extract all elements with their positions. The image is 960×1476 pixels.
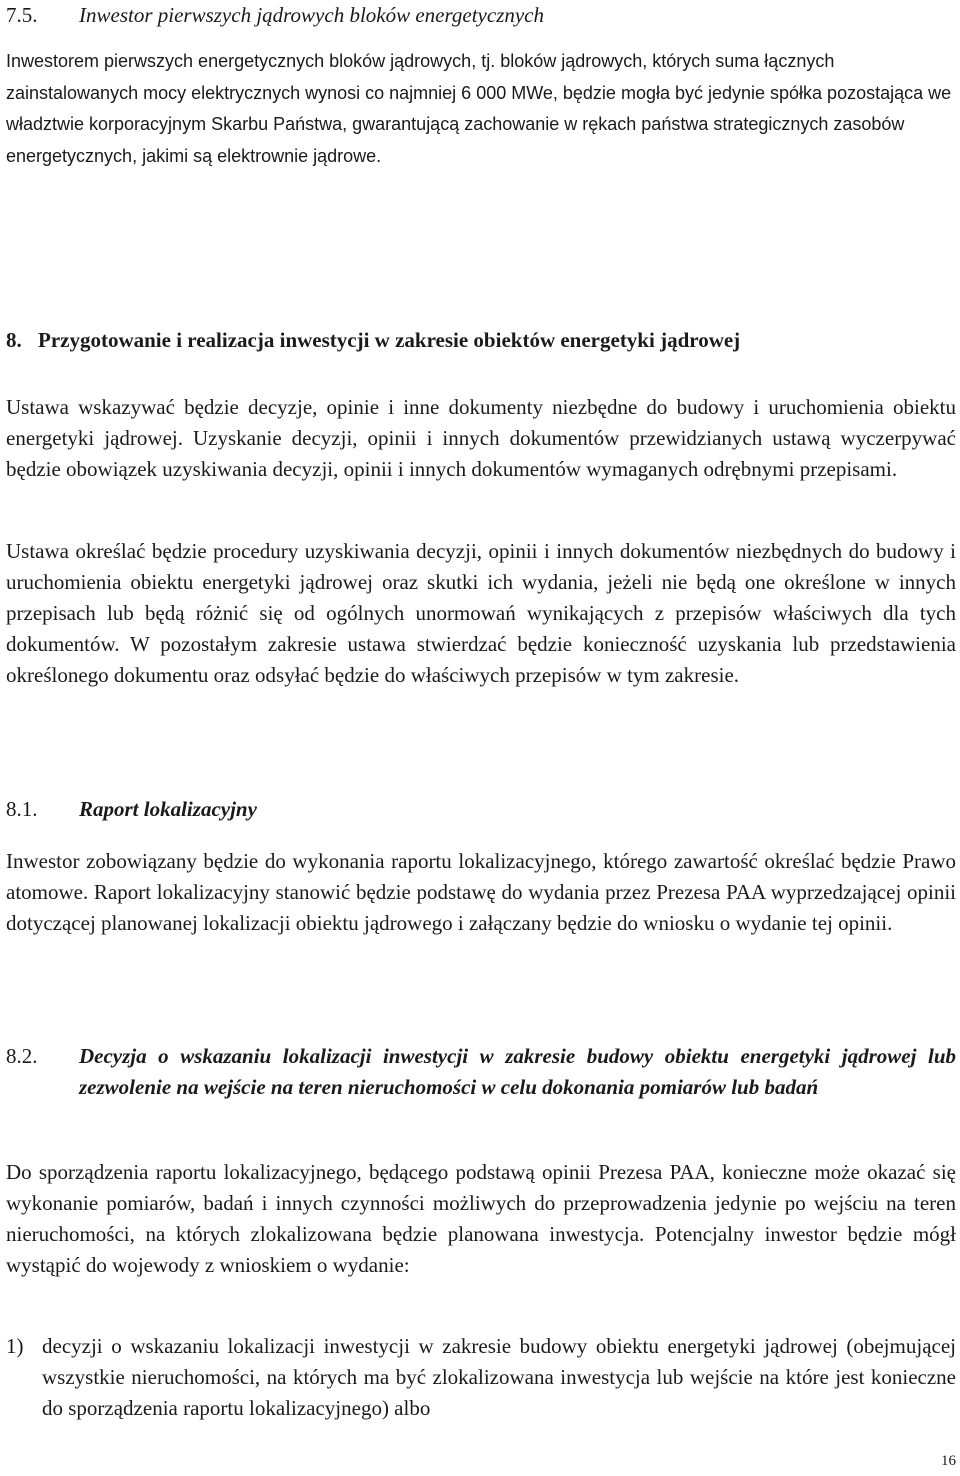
section-8-paragraph-1: Ustawa wskazywać będzie decyzje, opinie i inne dokumenty niezbędne do budowy i uruchomienia obiektu energetyki jądrowej. Uzyskanie decyzji, opinii i innych dokumentów przewidzianych ustawą wyczerpywać będzie obowiązek uzyskiwania decyzji, opinii i innych dokumentów wymaganych odrębnymi przepisami.	[6, 395, 956, 481]
section-title: Przygotowanie i realizacja inwestycji w zakresie obiektów energetyki jądrowej	[38, 328, 741, 352]
section-title: Raport lokalizacyjny	[79, 797, 257, 821]
section-7-5-paragraph: Inwestorem pierwszych energetycznych bloków jądrowych, tj. bloków jądrowych, których suma łącznych zainstalowanych mocy elektrycznych wynosi co najmniej 6 000 MWe, będzie mogła być jedynie spółka pozostająca we władztwie korporacyjnym Skarbu Państwa, gwarantującą zachowanie w rękach państwa strategicznych zasobów energetycznych, jakimi są elektrownie jądrowe.	[6, 51, 952, 166]
section-8-heading	[6, 325, 956, 356]
section-title: Decyzja o wskazaniu lokalizacji inwestycji w zakresie budowy obiektu energetyki jądrowej lub zezwolenie na wejście na teren nieruchomości w celu dokonania pomiarów lub badań	[79, 1044, 956, 1099]
list-marker: 1)	[6, 1334, 24, 1358]
list-item	[6, 1331, 956, 1455]
section-number: 7.5.	[6, 3, 38, 27]
list-item-text: decyzji o wskazaniu lokalizacji inwestycji w zakresie budowy obiektu energetyki jądrowej (obejmującej wszystkie nieruchomości, na których ma być zlokalizowana inwestycja lub wejście na które jest konieczne do sporządzenia raportu lokalizacyjnego) albo	[42, 1334, 956, 1420]
section-8-2-paragraph: Do sporządzenia raportu lokalizacyjnego, będącego podstawą opinii Prezesa PAA, konieczne może okazać się wykonanie pomiarów, badań i innych czynności możliwych do przeprowadzenia jedynie po wejściu na teren nieruchomości, na których zlokalizowana będzie planowana inwestycja. Potencjalny inwestor będzie mógł wystąpić do wojewody z wnioskiem o wydanie:	[6, 1160, 956, 1277]
section-8-1-heading	[6, 794, 956, 825]
section-7-5-heading	[6, 0, 956, 31]
section-8-2-heading	[6, 1041, 956, 1134]
section-8-paragraph-2: Ustawa określać będzie procedury uzyskiwania decyzji, opinii i innych dokumentów niezbędnych do budowy i uruchomienia obiektu energetyki jądrowej oraz skutki ich wydania, jeżeli nie będą one określone w innych przepisach lub będą różnić się od ogólnych unormowań wynikających z przepisów właściwych dla tych dokumentów. W pozostałym zakresie ustawa stwierdzać będzie konieczność uzyskania lub przedstawienia określonego dokumentu oraz odsyłać będzie do właściwych przepisów w tym zakresie.	[6, 539, 956, 687]
section-number: 8.	[6, 328, 22, 352]
section-8-1-paragraph: Inwestor zobowiązany będzie do wykonania raportu lokalizacyjnego, którego zawartość określać będzie Prawo atomowe. Raport lokalizacyjny stanowić będzie podstawę do wydania przez Prezesa PAA wyprzedzającej opinii dotyczącej planowanej lokalizacji obiektu jądrowego i załączany będzie do wniosku o wydanie tej opinii.	[6, 849, 956, 935]
page-number: 16	[941, 1453, 956, 1469]
section-number: 8.2.	[6, 1044, 38, 1068]
section-number: 8.1.	[6, 797, 38, 821]
section-title: Inwestor pierwszych jądrowych bloków energetycznych	[79, 3, 545, 27]
